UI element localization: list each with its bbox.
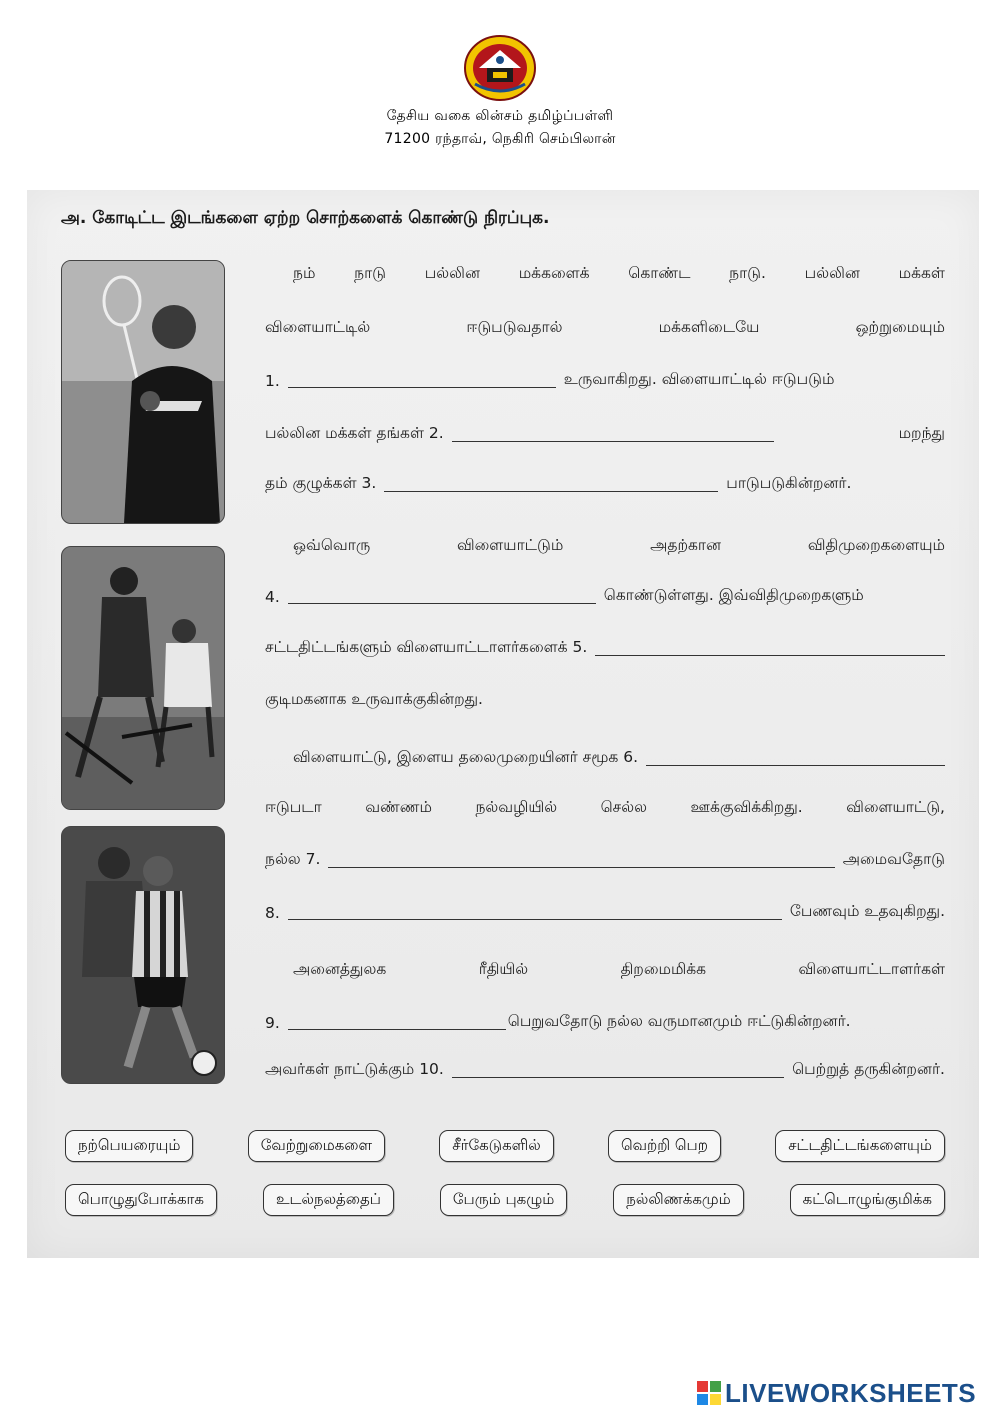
- blank-7[interactable]: [328, 851, 834, 868]
- blank-1[interactable]: [288, 371, 556, 388]
- text-line-3: 1. உருவாகிறது. விளையாட்டில் ஈடுபடும்: [265, 370, 835, 390]
- text-line-6: ஒவ்வொரு விளையாட்டும் அதற்கான விதிமுறைகளையும்: [293, 536, 945, 554]
- instruction-text: அ. கோடிட்ட இடங்களை ஏற்ற சொற்களைக் கொண்டு நிரப்புக.: [61, 208, 550, 228]
- text-line-14: அனைத்துலக ரீதியில் திறமைமிக்க விளையாட்டாளர்கள்: [293, 960, 945, 978]
- school-name: தேசிய வகை லின்சம் தமிழ்ப்பள்ளி: [386, 108, 614, 124]
- blank-3[interactable]: [384, 475, 718, 492]
- text-line-16: அவர்கள் நாட்டுக்கும் 10. பெற்றுத் தருகின்றனர்.: [265, 1060, 945, 1078]
- text-line-13: 8. பேணவும் உதவுகிறது.: [265, 902, 945, 922]
- text-line-12: நல்ல 7. அமைவதோடு: [265, 850, 945, 868]
- blank-10[interactable]: [452, 1061, 784, 1078]
- text-line-4: பல்லின மக்கள் தங்கள் 2. மறந்து: [265, 424, 945, 442]
- school-address: 71200 ரந்தாவ், நெகிரி செம்பிலான்: [384, 131, 616, 147]
- blank-4[interactable]: [288, 587, 596, 604]
- word-chip[interactable]: கட்டொழுங்குமிக்க: [790, 1184, 945, 1216]
- word-chip[interactable]: நற்பெயரையும்: [65, 1130, 193, 1162]
- word-chip[interactable]: வேற்றுமைகளை: [248, 1130, 385, 1162]
- word-bank-row-1: [65, 1130, 945, 1162]
- word-chip[interactable]: நல்லிணக்கமும்: [613, 1184, 743, 1216]
- word-chip[interactable]: சீர்கேடுகளில்: [439, 1130, 553, 1162]
- blank-8[interactable]: [288, 903, 782, 920]
- text-line-1: நம் நாடு பல்லின மக்களைக் கொண்ட நாடு. பல்லின மக்கள்: [293, 264, 945, 282]
- text-line-2: விளையாட்டில் ஈடுபடுவதால் மக்களிடையே ஒற்றுமையும்: [265, 318, 945, 336]
- word-chip[interactable]: பேரும் புகழும்: [440, 1184, 567, 1216]
- text-line-5: தம் குழுக்கள் 3. பாடுபடுகின்றனர்.: [265, 474, 852, 492]
- blank-9[interactable]: [288, 1013, 506, 1030]
- text-line-10: விளையாட்டு, இளைய தலைமுறையினர் சமூக 6.: [265, 744, 945, 768]
- blank-5[interactable]: [595, 639, 945, 656]
- blank-6[interactable]: [646, 749, 945, 766]
- hockey-players-photo: [61, 546, 225, 810]
- text-line-11: ஈடுபடா வண்ணம் நல்வழியில் செல்ல ஊக்குவிக்கிறது. விளையாட்டு,: [265, 798, 945, 816]
- word-bank-row-2: [65, 1184, 945, 1216]
- football-players-photo: [61, 826, 225, 1084]
- liveworksheets-logo: [697, 1378, 976, 1408]
- text-line-7: 4. கொண்டுள்ளது. இவ்விதிமுறைகளும்: [265, 586, 864, 606]
- school-logo-icon: [463, 34, 537, 102]
- worksheet-panel: [27, 190, 979, 1258]
- brand-text: LIVEWORKSHEETS: [725, 1377, 977, 1408]
- word-chip[interactable]: உடல்நலத்தைப்: [263, 1184, 394, 1216]
- word-chip[interactable]: சட்டதிட்டங்களையும்: [775, 1130, 945, 1162]
- text-line-8: சட்டதிட்டங்களும் விளையாட்டாளர்களைக் 5.: [265, 634, 945, 658]
- liveworksheets-icon: [697, 1381, 721, 1405]
- word-chip[interactable]: வெற்றி பெற: [608, 1130, 721, 1162]
- blank-2[interactable]: [452, 425, 774, 442]
- badminton-player-photo: [61, 260, 225, 524]
- text-line-15: 9. பெறுவதோடு நல்ல வருமானமும் ஈட்டுகின்றனர்.: [265, 1012, 851, 1032]
- word-chip[interactable]: பொழுதுபோக்காக: [65, 1184, 217, 1216]
- text-line-9: குடிமகனாக உருவாக்குகின்றது.: [265, 690, 483, 708]
